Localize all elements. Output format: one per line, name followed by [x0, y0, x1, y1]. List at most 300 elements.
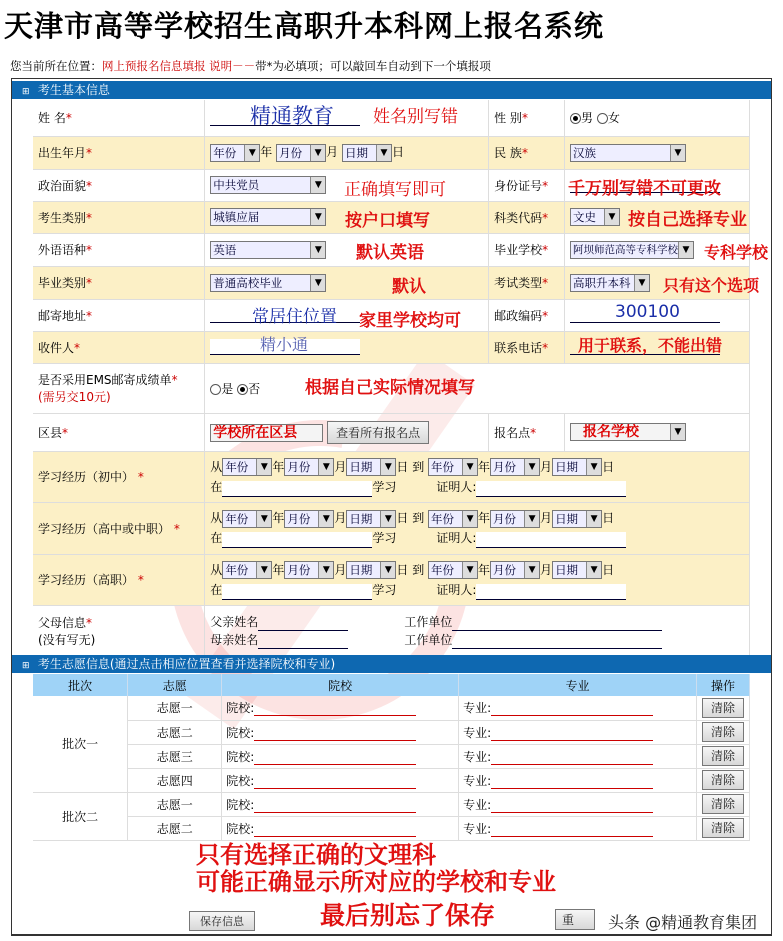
text-label: 联系电话 [494, 340, 543, 355]
text-label: 到 [412, 562, 425, 577]
clear-button[interactable]: 清除 [702, 794, 744, 814]
school-field[interactable] [254, 775, 416, 789]
address-label [33, 299, 205, 331]
text-label: 出生年月 [38, 146, 87, 160]
history-label [33, 554, 205, 605]
text-label: 中共党员 [213, 178, 260, 192]
wish-row [33, 768, 750, 792]
text-label: 专业: [463, 725, 492, 740]
text-label: 男 [581, 111, 594, 126]
text-label: 月份 [279, 145, 303, 160]
examtype-select[interactable]: 高职升本科 ▼ [570, 274, 650, 292]
text-label: 毕业学校 [494, 243, 543, 257]
note-name: 姓名别写错 [373, 107, 458, 127]
form-cell [459, 720, 697, 744]
text-label: 年份 [431, 460, 455, 474]
history-label [33, 502, 205, 554]
text-label: 年 [260, 145, 273, 160]
text-label: 月 [540, 511, 553, 525]
from-day-select[interactable]: 日期 ▼ [346, 561, 396, 579]
zip-label [489, 299, 565, 331]
text-label: 日期 [349, 563, 373, 577]
clear-button[interactable]: 清除 [702, 818, 744, 838]
text-label: 民 族 [494, 146, 522, 160]
to-day-select[interactable]: 日期 ▼ [552, 510, 602, 528]
form-cell [459, 744, 697, 768]
text-label: * [86, 243, 93, 257]
lang-label [33, 233, 205, 266]
text-label: 院校: [226, 701, 255, 716]
form-cell [459, 816, 697, 840]
basic-info-header[interactable] [12, 81, 771, 99]
clear-button[interactable]: 清除 [702, 698, 744, 718]
text-label: 日期 [555, 460, 579, 474]
view-points-button[interactable]: 查看所有报名点 [327, 421, 429, 444]
text-label: 母亲姓名 [210, 633, 259, 647]
form-cell [205, 413, 489, 451]
text-label: * [65, 111, 72, 126]
note-phone: 用于联系，不能出错 [578, 336, 723, 355]
district-select[interactable] [210, 424, 323, 442]
text-label: 日期 [555, 511, 579, 526]
reset-button[interactable]: 重 [555, 909, 595, 930]
study-history-row [33, 554, 750, 605]
major-field[interactable] [491, 775, 653, 789]
credit-label: 头条 @精通教育集团 [608, 913, 758, 932]
zip-value: 300100 [615, 302, 680, 322]
subject-label [489, 201, 565, 233]
text-label: 报名学校 [583, 424, 640, 440]
form-cell [565, 100, 750, 136]
text-label: 在 [210, 582, 223, 597]
text-label: * [542, 276, 549, 290]
wish-label: 志愿三 [128, 744, 222, 768]
form-cell [565, 136, 750, 169]
history-label [33, 451, 205, 502]
form-cell [696, 696, 749, 720]
form-cell [205, 554, 750, 605]
text-label: 专业: [463, 749, 492, 764]
text-label: 否 [248, 381, 261, 396]
school-input[interactable] [222, 584, 372, 600]
text-label: 专业: [463, 701, 492, 716]
text-label: 年 [478, 562, 491, 577]
location-hint: 带*为必填项；可以敲回车自动到下一个填报项 [255, 59, 491, 73]
text-label: 英语 [213, 242, 237, 257]
wish-row [33, 744, 750, 768]
text-label: 月 [334, 459, 347, 474]
subject-select[interactable]: 文史 ▼ [570, 208, 620, 226]
note-ems: 根据自己实际情况填写 [305, 378, 475, 398]
form-cell [205, 605, 750, 657]
name-label [33, 100, 205, 136]
witness-input[interactable] [476, 481, 626, 497]
wish-label: 志愿一 [128, 696, 222, 720]
text-label: 月份 [493, 460, 517, 474]
to-month-select[interactable]: 月份 ▼ [490, 458, 540, 476]
form-cell [222, 744, 459, 768]
gradtype-label [33, 266, 205, 299]
text-label: 汉族 [573, 145, 597, 160]
school-field[interactable] [254, 727, 416, 741]
text-label: 工作单位 [404, 615, 453, 629]
text-label: 月份 [287, 511, 311, 526]
note-category: 按户口填写 [345, 211, 430, 231]
text-label: 院校: [226, 749, 255, 764]
note-save: 最后别忘了保存 [320, 901, 496, 930]
politics-label [33, 169, 205, 201]
text-label: * [542, 210, 549, 225]
examtype-label [489, 266, 565, 299]
from-year-select[interactable]: 年份 ▼ [222, 510, 272, 528]
birth-month-select[interactable]: 月份 ▼ [276, 144, 326, 162]
text-label: 身份证号 [494, 178, 543, 193]
text-label: 月 [334, 511, 347, 525]
witness-input[interactable] [476, 584, 626, 600]
clear-button[interactable]: 清除 [702, 746, 744, 766]
batch-label: 批次一 [33, 696, 128, 792]
text-label: 日期 [349, 460, 373, 474]
note-line1: 只有选择正确的文理科 [196, 841, 436, 869]
school-field[interactable] [254, 799, 416, 813]
text-label: * [86, 616, 93, 630]
major-field[interactable] [491, 751, 653, 765]
to-year-select[interactable]: 年份 ▼ [428, 458, 478, 476]
father-name-input[interactable] [258, 615, 348, 631]
text-label: 在 [210, 479, 223, 494]
form-cell [696, 720, 749, 744]
school-select[interactable]: 阿坝师范高等专科学校 ▼ [570, 241, 694, 259]
text-label: 年 [272, 511, 285, 525]
text-label: 月 [334, 562, 347, 577]
text-label: 年份 [213, 145, 237, 160]
text-label: * [542, 178, 549, 193]
parents-label [33, 605, 205, 657]
text-label: 年 [478, 511, 491, 525]
mother-work-input[interactable] [452, 633, 662, 649]
text-label: 院校: [226, 821, 255, 836]
wish-label: 志愿二 [128, 720, 222, 744]
wish-label: 志愿二 [128, 816, 222, 840]
ems-yes-radio[interactable] [210, 384, 221, 395]
birth-day-select[interactable]: 日期 ▼ [342, 144, 392, 162]
category-label [33, 201, 205, 233]
header-text: 考生基本信息 [37, 83, 110, 97]
text-label: 日期 [349, 511, 373, 526]
text-label: (没有写无) [38, 633, 96, 647]
to-month-select[interactable]: 月份 ▼ [490, 561, 540, 579]
save-button[interactable]: 保存信息 [189, 911, 255, 931]
text-label: 日期 [344, 145, 368, 160]
text-label: 邮寄地址 [38, 308, 87, 323]
text-label: 女 [607, 111, 620, 126]
from-day-select[interactable]: 日期 ▼ [346, 458, 396, 476]
major-field[interactable] [491, 799, 653, 813]
col-action: 操作 [696, 674, 749, 696]
text-label: 学习经历（高中或中职） [38, 521, 171, 536]
text-label: * [86, 276, 93, 290]
batch-label: 批次二 [33, 792, 128, 840]
major-field[interactable] [491, 727, 653, 741]
location-current: 网上预报名信息填报 说明－－ [102, 59, 256, 73]
text-label: * [171, 373, 178, 387]
form-cell [205, 331, 489, 363]
text-label: 政治面貌 [38, 178, 87, 193]
politics-select[interactable]: 中共党员 ▼ [210, 176, 326, 194]
header-text: 考生志愿信息(通过点击相应位置查看并选择院校和专业) [37, 657, 336, 671]
text-label: 年份 [225, 511, 249, 526]
text-label: 日 [396, 562, 409, 577]
phone-label [489, 331, 565, 363]
text-label: 城镇应届 [213, 210, 260, 224]
witness-input[interactable] [476, 532, 626, 548]
form-cell [222, 816, 459, 840]
text-label: * [173, 521, 180, 536]
collapse-icon[interactable]: ⊞ [22, 661, 30, 671]
to-year-select[interactable]: 年份 ▼ [428, 510, 478, 528]
note-line2: 可能正确显示所对应的学校和专业 [196, 868, 556, 896]
from-month-select[interactable]: 月份 ▼ [284, 458, 334, 476]
col-school: 院校 [222, 674, 459, 696]
to-month-select[interactable]: 月份 ▼ [490, 510, 540, 528]
text-label: 阿坝师范高等专科学校 [573, 243, 679, 256]
mother-name-input[interactable] [258, 633, 348, 649]
form-cell [205, 233, 489, 266]
text-label: 日 [396, 511, 409, 525]
form-cell [696, 816, 749, 840]
text-label: 院校: [226, 773, 255, 788]
text-label: 姓 名 [38, 111, 66, 126]
study-history-row [33, 451, 750, 502]
text-label: 学习经历（初中） [38, 470, 135, 484]
text-label: 证明人: [436, 582, 477, 597]
text-label: * [542, 340, 549, 355]
form-cell [205, 363, 750, 413]
id-label [489, 169, 565, 201]
col-wish: 志愿 [128, 674, 222, 696]
to-day-select[interactable]: 日期 ▼ [552, 561, 602, 579]
text-label: 专业: [463, 797, 492, 812]
school-field[interactable] [254, 823, 416, 837]
text-label: * [86, 178, 93, 193]
nation-label [489, 136, 565, 169]
school-field[interactable] [254, 702, 416, 716]
text-label: 日 [602, 459, 615, 474]
wish-label: 志愿一 [128, 792, 222, 816]
text-label: 到 [412, 459, 425, 474]
text-label: 收件人 [38, 340, 75, 355]
text-label: 毕业类别 [38, 276, 87, 290]
to-day-select[interactable]: 日期 ▼ [552, 458, 602, 476]
page-title: 天津市高等学校招生高职升本科网上报名系统 [4, 9, 605, 43]
form-cell [205, 502, 750, 554]
note-examtype: 只有这个选项 [663, 276, 760, 295]
wish-label: 志愿四 [128, 768, 222, 792]
form-cell [222, 696, 459, 720]
text-label: * [62, 425, 69, 440]
wish-info-header[interactable] [12, 655, 771, 673]
district-label [33, 413, 205, 451]
school-input[interactable] [222, 481, 372, 497]
text-label: 专业: [463, 773, 492, 788]
text-label: * [521, 111, 528, 126]
wish-table [33, 674, 750, 841]
note-gradtype: 默认 [392, 277, 426, 297]
text-label: 普通高校毕业 [213, 275, 283, 290]
study-history-row [33, 502, 750, 554]
clear-button[interactable]: 清除 [702, 722, 744, 742]
text-label: 区县 [38, 425, 63, 440]
text-label: 月 [540, 459, 553, 474]
form-cell [696, 768, 749, 792]
text-label: 年 [272, 562, 285, 577]
text-label: 院校: [226, 797, 255, 812]
text-label: 专业: [463, 821, 492, 836]
text-label: 日 [391, 145, 404, 160]
birth-year-select[interactable]: 年份 ▼ [210, 144, 260, 162]
text-label: 报名点 [494, 425, 531, 440]
note-id: 千万别写错不可更改 [568, 179, 721, 199]
text-label: * [86, 308, 93, 323]
text-label: 年份 [431, 563, 455, 577]
text-label: 邮政编码 [494, 308, 543, 323]
text-label: 学习 [372, 582, 397, 597]
major-field[interactable] [491, 702, 653, 716]
text-label: 月份 [287, 460, 311, 474]
text-label: 外语语种 [38, 243, 87, 257]
birth-label [33, 136, 205, 169]
note-address: 家里学校均可 [359, 311, 461, 331]
from-month-select[interactable]: 月份 ▼ [284, 561, 334, 579]
text-label: 月 [326, 145, 339, 160]
text-label: * [521, 146, 528, 160]
form-cell [565, 413, 750, 451]
text-label: 年 [478, 459, 491, 474]
text-label: * [542, 308, 549, 323]
text-label: * [530, 425, 537, 440]
name-value: 精通教育 [250, 104, 334, 128]
ems-no-radio[interactable] [237, 384, 248, 395]
note-school: 专科学校 [704, 243, 769, 262]
nation-select[interactable]: 汉族 ▼ [570, 144, 686, 162]
form-cell [222, 720, 459, 744]
text-label: 从 [210, 459, 223, 474]
text-label: * [74, 340, 81, 355]
point-select[interactable]: 报名学校 ▼ [570, 423, 686, 441]
text-label: 父母信息 [38, 616, 87, 630]
text-label: 院校: [226, 725, 255, 740]
wish-row [33, 696, 750, 720]
receiver-label [33, 331, 205, 363]
from-year-select[interactable]: 年份 ▼ [222, 458, 272, 476]
text-label: 工作单位 [404, 633, 453, 647]
gradtype-select[interactable]: 普通高校毕业 ▼ [210, 274, 326, 292]
to-year-select[interactable]: 年份 ▼ [428, 561, 478, 579]
form-cell [459, 768, 697, 792]
from-month-select[interactable]: 月份 ▼ [284, 510, 334, 528]
collapse-icon[interactable]: ⊞ [22, 87, 30, 97]
wish-row [33, 720, 750, 744]
gender-male-radio[interactable] [570, 113, 581, 124]
school-input[interactable] [222, 532, 372, 548]
text-label: 日 [396, 459, 409, 474]
from-year-select[interactable]: 年份 ▼ [222, 561, 272, 579]
note-subject: 按自己选择专业 [628, 210, 747, 230]
gender-label [489, 100, 565, 136]
text-label: 年 [272, 459, 285, 474]
text-label: 日期 [555, 563, 579, 577]
text-label: 是否采用EMS邮寄成绩单 [38, 373, 172, 387]
text-label: 学习 [372, 479, 397, 494]
note-lang: 默认英语 [356, 243, 424, 263]
point-label [489, 413, 565, 451]
text-label: 月 [540, 562, 553, 577]
text-label: 考生类别 [38, 210, 87, 225]
wish-row [33, 816, 750, 840]
breadcrumb [10, 58, 491, 74]
gender-female-radio[interactable] [597, 113, 608, 124]
clear-button[interactable]: 清除 [702, 770, 744, 790]
text-label: * [86, 146, 93, 160]
text-label: 从 [210, 562, 223, 577]
text-label: 性 别 [494, 111, 522, 126]
form-cell [459, 792, 697, 816]
text-label: 在 [210, 531, 223, 545]
form-cell [459, 696, 697, 720]
form-cell [205, 266, 489, 299]
text-label: 高职升本科 [573, 275, 631, 290]
text-label: 年份 [225, 563, 249, 577]
major-field[interactable] [491, 823, 653, 837]
text-label: 日 [602, 511, 615, 525]
text-label: * [137, 470, 144, 484]
text-label: * [542, 243, 549, 257]
text-label: 月份 [493, 511, 517, 526]
text-label: 年份 [225, 460, 249, 474]
lang-select[interactable]: 英语 ▼ [210, 241, 326, 259]
from-day-select[interactable]: 日期 ▼ [346, 510, 396, 528]
text-label: 学校所在区县 [213, 425, 298, 441]
form-cell [205, 136, 489, 169]
text-label: 年份 [431, 511, 455, 526]
text-label: 到 [412, 511, 425, 525]
form-cell [696, 744, 749, 768]
address-value: 常居住位置 [252, 307, 337, 327]
form-cell [205, 451, 750, 502]
school-field[interactable] [254, 751, 416, 765]
location-label: 您当前所在位置： [10, 59, 102, 73]
text-label: 文史 [573, 210, 597, 224]
father-work-input[interactable] [452, 615, 662, 631]
text-label: 日 [602, 562, 615, 577]
text-label: 科类代码 [494, 210, 543, 225]
form-cell [222, 768, 459, 792]
text-label: 证明人: [436, 531, 477, 545]
wish-row [33, 792, 750, 816]
note-politics: 正确填写即可 [344, 180, 446, 200]
col-major: 专业 [459, 674, 697, 696]
text-label: 父亲姓名 [210, 615, 259, 629]
text-label: 月份 [493, 563, 517, 577]
category-select[interactable]: 城镇应届 ▼ [210, 208, 326, 226]
text-label: 学习 [372, 531, 397, 545]
text-label: * [86, 210, 93, 225]
text-label: 月份 [287, 563, 311, 577]
text-label: 从 [210, 511, 223, 525]
text-label: 是 [221, 381, 234, 396]
ems-label [33, 363, 205, 413]
school-label [489, 233, 565, 266]
